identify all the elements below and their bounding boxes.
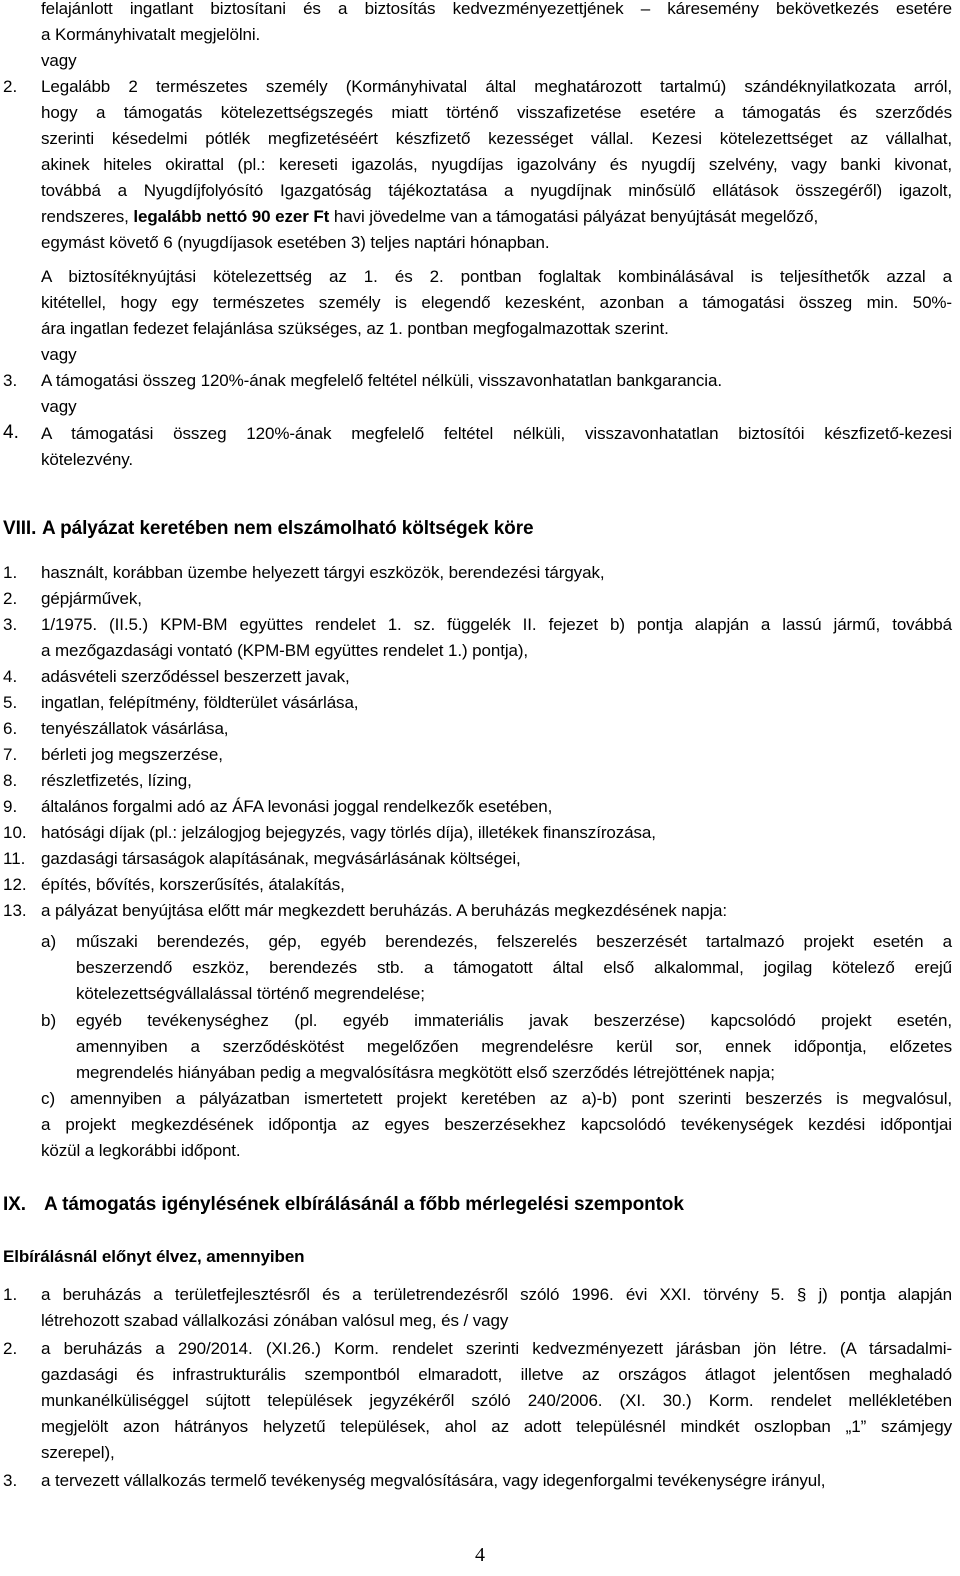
paragraph-line: szerepel), xyxy=(41,1443,115,1462)
paragraph-line: kitétellel, hogy egy természetes személy is elegendő kezesként, azonban a támogatási összeg min. 50%- xyxy=(41,293,952,312)
list-item: a pályázat benyújtása előtt már megkezdett beruházás. A beruházás megkezdésének napja: xyxy=(41,901,728,920)
item-number: 4. xyxy=(3,422,19,443)
paragraph-line: amennyiben a pályázatban ismertetett projekt keretében az a)-b) pont szerinti beszerzés is megvalósul, xyxy=(70,1089,952,1108)
or-separator: vagy xyxy=(41,345,77,364)
item-number: 4. xyxy=(3,667,18,686)
list-item: a mezőgazdasági vontató (KPM-BM együttes rendelet 1.) pontja), xyxy=(41,641,529,660)
paragraph-line: létrehozott szabad vállalkozási zónában valósul meg, és / vagy xyxy=(41,1311,509,1330)
sub-item-label: c) xyxy=(41,1089,56,1108)
list-item: tenyészállatok vásárlása, xyxy=(41,719,229,738)
paragraph-line: műszaki berendezés, gép, egyéb berendezés, felszerelés beszerzését tartalmazó projekt esetén a xyxy=(76,932,952,951)
paragraph-line: A támogatási összeg 120%-ának megfelelő feltétel nélküli, visszavonhatatlan bankgarancia. xyxy=(41,371,722,390)
paragraph-line: munkanélküliséggel sújtott települések jegyzékéről szóló 240/2006. (XI. 30.) Korm. rendelet mellékletében xyxy=(41,1391,952,1410)
item-number: 10. xyxy=(3,823,27,842)
page-number: 4 xyxy=(475,1544,485,1566)
paragraph-line: amennyiben a szerződéskötést megelőzően megrendelésre kerül sor, ennek időpontja, előzetes xyxy=(76,1037,952,1056)
paragraph-line: a beruházás a 290/2014. (XI.26.) Korm. rendelet szerinti kedvezményezett járásban jön létre. (A társadalmi- xyxy=(41,1339,952,1358)
item-number: 6. xyxy=(3,719,18,738)
item-number: 12. xyxy=(3,875,27,894)
paragraph-line: szerinti késedelmi pótlék megfizetéséért készfizető kezességet vállal. Kezesi kötelezettséget az vállalhat, xyxy=(41,129,952,148)
paragraph-line: A biztosítéknyújtási kötelezettség az 1. és 2. pontban foglaltak kombinálásával is teljesíthetők azzal a xyxy=(41,267,952,286)
list-item: ingatlan, felépítmény, földterület vásárlása, xyxy=(41,693,359,712)
paragraph-line: hogy a támogatás kötelezettségszegés miatt történő visszafizetése esetére a támogatás és szerződés xyxy=(41,103,952,122)
paragraph-line: továbbá a Nyugdíjfolyósító Igazgatóság tájékoztatása a nyugdíjnak minősülő ellátások összegéről) igazolt, xyxy=(41,181,952,200)
sub-item-label: b) xyxy=(41,1011,57,1030)
paragraph-line: a tervezett vállalkozás termelő tevékenység megvalósítására, vagy idegenforgalmi tevékenységre irányul, xyxy=(41,1471,826,1490)
list-item: bérleti jog megszerzése, xyxy=(41,745,223,764)
item-number: 2. xyxy=(3,589,18,608)
paragraph-line: kötelezettségvállalással történő megrendelése; xyxy=(76,984,425,1003)
paragraph-line: a beruházás a területfejlesztésről és a területrendezésről szóló 1996. évi XXI. törvény 5. § j) pontja alapján xyxy=(41,1285,952,1304)
paragraph-line: gazdasági és infrastrukturális szempontból elmaradott, illetve az országos átlagot jelentősen meghaladó xyxy=(41,1365,952,1384)
item-number: 1. xyxy=(3,563,18,582)
section-heading: A pályázat keretében nem elszámolható költségek köre xyxy=(42,518,534,539)
item-number: 3. xyxy=(3,615,18,634)
item-number: 3. xyxy=(3,1471,18,1490)
paragraph-line: egyéb tevékenységhez (pl. egyéb immateriális javak beszerzése) kapcsolódó projekt esetén, xyxy=(76,1011,952,1030)
paragraph-line: ára ingatlan fedezet felajánlása szükséges, az 1. pontban megfogalmazottak szerint. xyxy=(41,319,669,338)
paragraph-line: A támogatási összeg 120%-ának megfelelő feltétel nélküli, visszavonhatatlan biztosítói készfizető-kezesi xyxy=(41,424,952,443)
paragraph-line xyxy=(41,204,952,230)
paragraph-line: beszerzendő eszköz, berendezés stb. a támogatott által első alkalommal, jogilag kötelező erejű xyxy=(76,958,952,977)
list-item: használt, korábban üzembe helyezett tárgyi eszközök, berendezési tárgyak, xyxy=(41,563,605,582)
section-heading: A támogatás igénylésének elbírálásánál a főbb mérlegelési szempontok xyxy=(44,1194,684,1215)
sub-item-label: a) xyxy=(41,932,57,951)
paragraph-line: megrendelés hiányában pedig a megvalósításra megkötött első szerződés létrejöttének napja; xyxy=(76,1063,775,1082)
list-item: gazdasági társaságok alapításának, megvásárlásának költségei, xyxy=(41,849,521,868)
item-number: 1. xyxy=(3,1285,18,1304)
list-item: általános forgalmi adó az ÁFA levonási joggal rendelkezők esetében, xyxy=(41,797,553,816)
or-separator: vagy xyxy=(41,397,77,416)
paragraph-line: a projekt megkezdésének időpontja az egyes beszerzésekhez kapcsolódó tevékenységek kezdési időpontjai xyxy=(41,1115,952,1134)
list-item: 1/1975. (II.5.) KPM-BM együttes rendelet 1. sz. függelék II. fejezet b) pontja alapján a lassú jármű, továbbá xyxy=(41,615,952,634)
section-subheading: Elbírálásnál előnyt élvez, amennyiben xyxy=(3,1247,305,1266)
text-run: rendszeres, xyxy=(41,207,134,226)
list-item: adásvételi szerződéssel beszerzett javak, xyxy=(41,667,350,686)
item-number: 2. xyxy=(3,77,18,96)
list-item: építés, bővítés, korszerűsítés, átalakítás, xyxy=(41,875,345,894)
paragraph-line: Legalább 2 természetes személy (Kormányhivatal által meghatározott tartalmú) szándéknyilatkozata arról, xyxy=(41,77,952,96)
text-run: havi jövedelme van a támogatási pályázat benyújtását megelőző, xyxy=(329,207,819,226)
item-number: 3. xyxy=(3,371,18,390)
list-item: részletfizetés, lízing, xyxy=(41,771,192,790)
or-separator: vagy xyxy=(41,51,77,70)
paragraph-line: a Kormányhivatalt megjelölni. xyxy=(41,25,261,44)
section-number: IX. xyxy=(3,1194,26,1215)
item-number: 5. xyxy=(3,693,18,712)
section-number: VIII. xyxy=(3,518,37,539)
item-number: 11. xyxy=(3,849,26,868)
paragraph-line: egymást követő 6 (nyugdíjasok esetében 3) teljes naptári hónapban. xyxy=(41,233,550,252)
item-number: 13. xyxy=(3,901,27,920)
paragraph-line: felajánlott ingatlant biztosítani és a biztosítás kedvezményezettjének – káresemény bekövetkezés esetére xyxy=(41,0,952,18)
item-number: 9. xyxy=(3,797,18,816)
item-number: 8. xyxy=(3,771,18,790)
list-item: hatósági díjak (pl.: jelzálogjog bejegyzés, vagy törlés díja), illetékek finanszírozása, xyxy=(41,823,656,842)
income-threshold: legalább nettó 90 ezer Ft xyxy=(133,207,330,226)
paragraph-line: közül a legkorábbi időpont. xyxy=(41,1141,241,1160)
item-number: 2. xyxy=(3,1339,18,1358)
paragraph-line: megjelölt azon hátrányos helyzetű települések, ahol az adott településnél mindkét oszlopban „1” számjegy xyxy=(41,1417,952,1436)
item-number: 7. xyxy=(3,745,18,764)
list-item: gépjárművek, xyxy=(41,589,142,608)
paragraph-line: akinek hiteles okirattal (pl.: kereseti igazolás, nyugdíjas igazolvány és nyugdíj szelvény, vagy banki kivonat, xyxy=(41,155,952,174)
paragraph-line: kötelezvény. xyxy=(41,450,134,469)
